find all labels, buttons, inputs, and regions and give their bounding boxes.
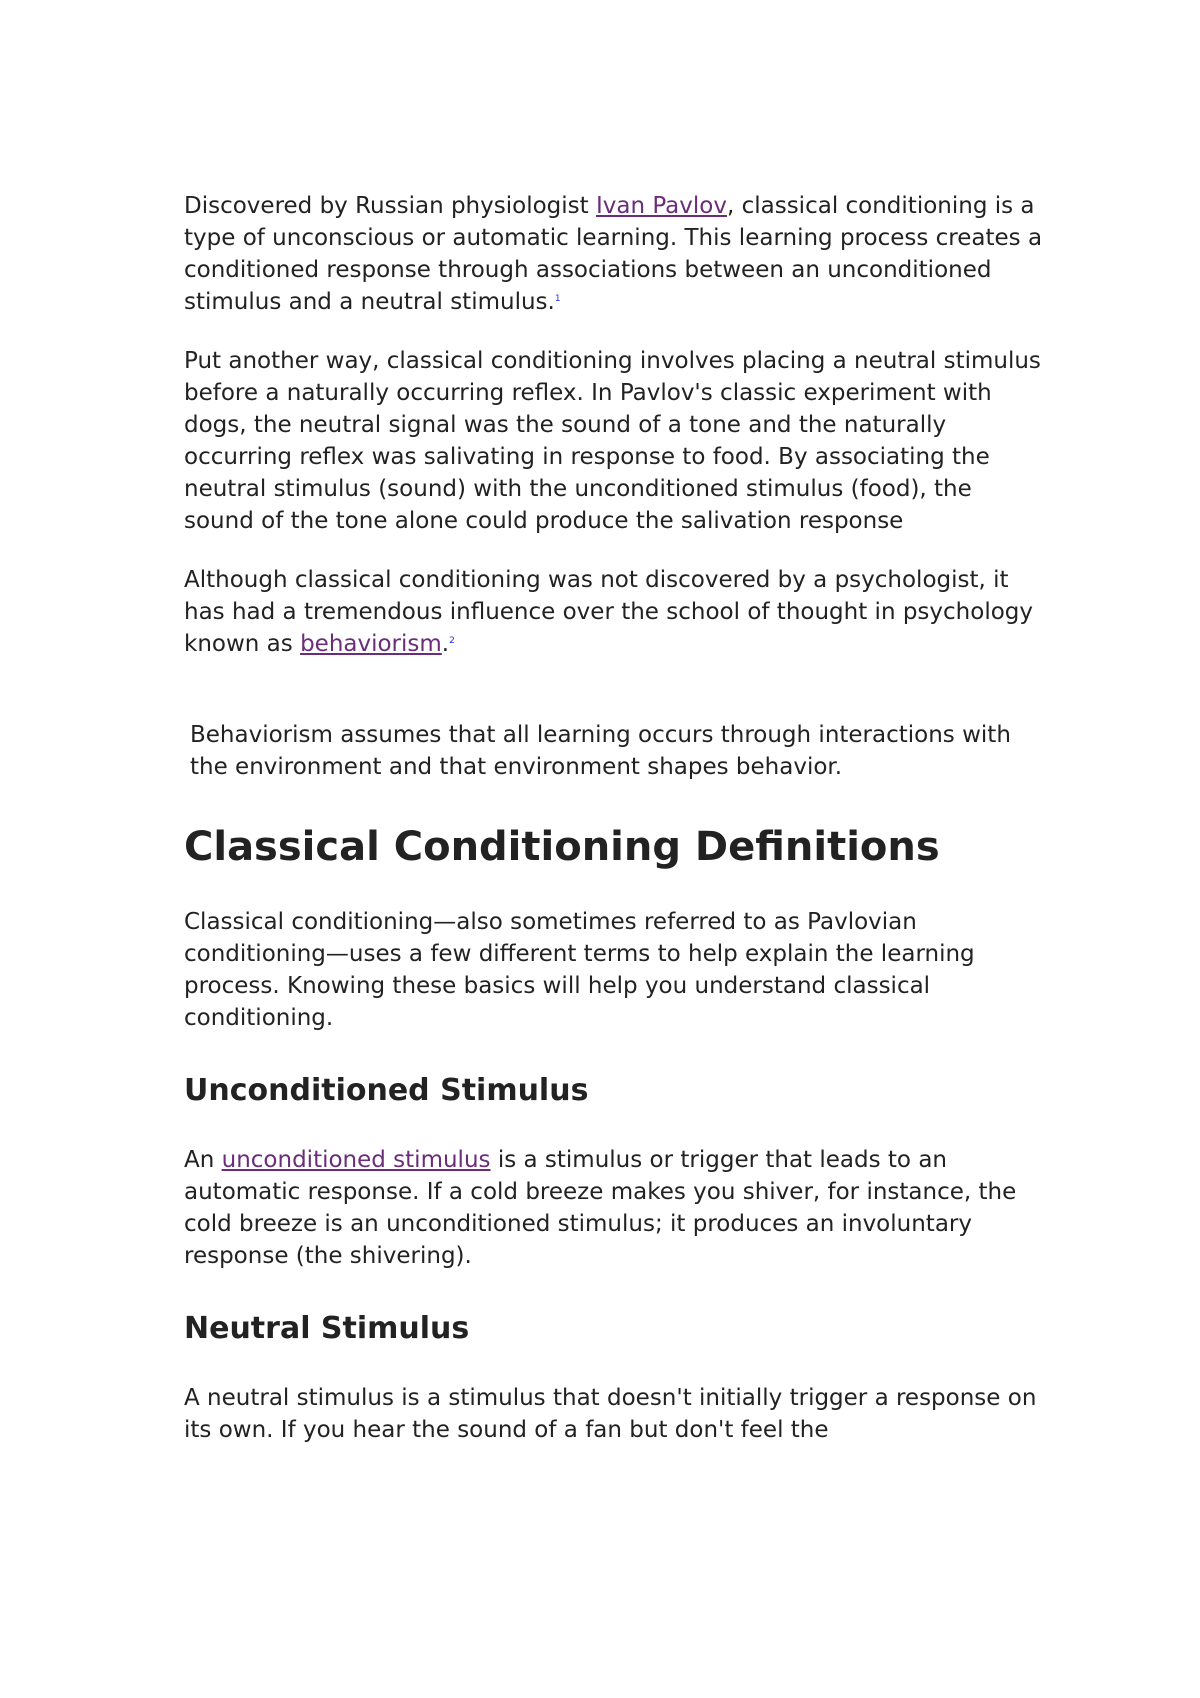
footnote-ref-2[interactable]: 2 bbox=[449, 636, 455, 646]
neutral-stimulus-paragraph: A neutral stimulus is a stimulus that doesn't initially trigger a response on its own. If you hear the sound of a fan but don't feel the bbox=[184, 1385, 1037, 1443]
unconditioned-stimulus-paragraph bbox=[184, 1144, 1044, 1272]
influence-text-end: . bbox=[441, 631, 450, 657]
intro-paragraph bbox=[184, 190, 1044, 318]
intro-text-start: Discovered by Russian physiologist bbox=[184, 193, 596, 219]
influence-paragraph bbox=[184, 564, 1044, 660]
neutral-stimulus-heading: Neutral Stimulus bbox=[184, 1311, 470, 1346]
behaviorism-link[interactable]: behaviorism bbox=[300, 631, 442, 657]
put-another-way-paragraph: Put another way, classical conditioning involves placing a neutral stimulus before a naturally occurring reflex. In Pavlov's classic experiment with dogs, the neutral signal was the sound of a tone and the naturally occurring reflex was salivating in response to food. By associating the neutral stimulus (sound) with the unconditioned stimulus (food), the sound of the tone alone could produce the salivation response bbox=[184, 348, 1041, 534]
footnote-ref-1[interactable]: 1 bbox=[554, 294, 561, 304]
intro-text-end: , classical conditioning is a type of unconscious or automatic learning. This learning process creates a conditioned response through associations between an unconditioned stimulus and a neutral stimulus. bbox=[184, 193, 1043, 315]
unconditioned-stimulus-heading: Unconditioned Stimulus bbox=[184, 1073, 589, 1108]
document-body bbox=[184, 190, 1044, 1446]
behaviorism-paragraph: Behaviorism assumes that all learning occurs through interactions with the environment and that environment shapes behavior. bbox=[190, 722, 1011, 780]
unconditioned-stimulus-link[interactable]: unconditioned stimulus bbox=[221, 1147, 491, 1173]
unconditioned-text-start: An bbox=[184, 1147, 222, 1173]
unconditioned-text-end: is a stimulus or trigger that leads to an automatic response. If a cold breeze makes you shiver, for instance, the cold breeze is an unconditioned stimulus; it produces an involuntary response (the shivering). bbox=[184, 1147, 1017, 1269]
definitions-intro-paragraph: Classical conditioning—also sometimes referred to as Pavlovian conditioning—uses a few different terms to help explain the learning process. Knowing these basics will help you understand classical conditioning. bbox=[184, 909, 975, 1031]
influence-text-start: Although classical conditioning was not discovered by a psychologist, it has had a tremendous influence over the school of thought in psychology known as bbox=[184, 567, 1033, 657]
definitions-heading: Classical Conditioning Definitions bbox=[184, 824, 940, 870]
ivan-pavlov-link[interactable]: Ivan Pavlov bbox=[595, 193, 727, 219]
